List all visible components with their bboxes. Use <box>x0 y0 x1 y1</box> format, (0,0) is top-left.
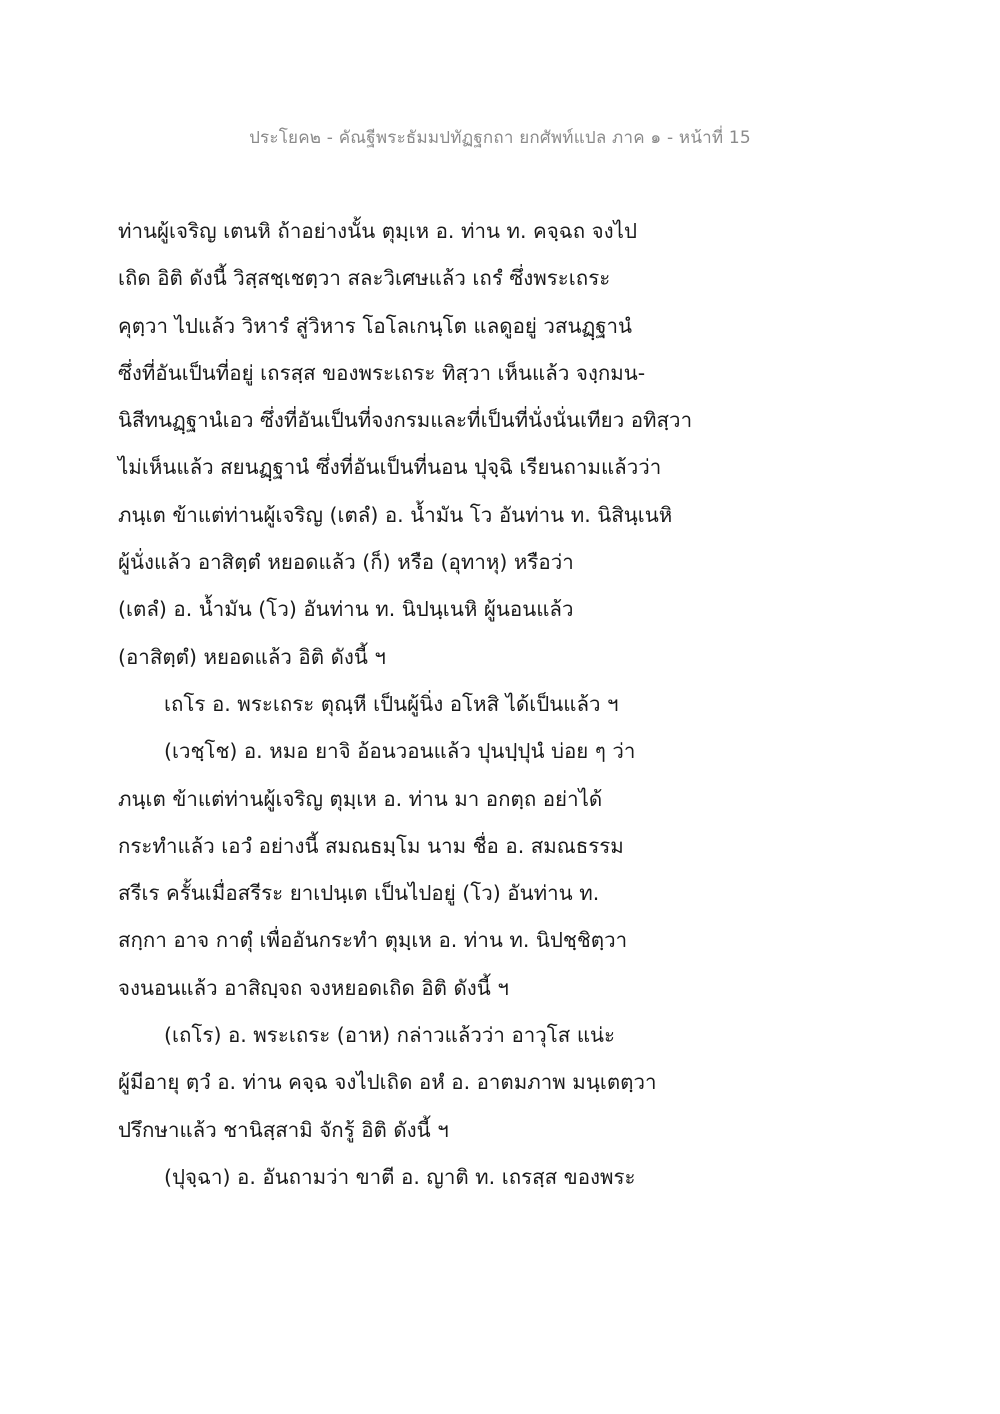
text-line: สรีเร ครั้นเมื่อสรีระ ยาเปนฺเต เป็นไปอยู่ (โว) อันท่าน ท. <box>118 881 600 906</box>
text-line: ผู้มีอายุ ตฺวํ อ. ท่าน คจฺฉ จงไปเถิด อหํ อ. อาตมภาพ มนฺเตตฺวา <box>118 1070 657 1095</box>
paragraph-first-line: เถโร อ. พระเถระ ตุณฺหี เป็นผู้นิ่ง อโหสิ ได้เป็นแล้ว ฯ <box>164 691 619 716</box>
text-line: เถิด อิติ ดังนี้ วิสฺสชฺเชตฺวา สละวิเศษแล้ว เถรํ ซึ่งพระเถระ <box>118 266 611 291</box>
running-header: ประโยค๒ - คัณฐีพระธัมมปทัฏฐกถา ยกศัพท์แปล ภาค ๑ - หน้าที่ 15 <box>249 128 751 148</box>
body-text <box>118 208 718 1201</box>
text-line: คุตฺวา ไปแล้ว วิหารํ สู่วิหาร โอโลเกนฺโต แลดูอยู่ วสนฏฺฐานํ <box>118 313 633 338</box>
paragraph-first-line: (เถโร) อ. พระเถระ (อาห) กล่าวแล้วว่า อาวุโส แน่ะ <box>164 1023 616 1048</box>
text-line: สกฺกา อาจ กาตุํ เพื่ออันกระทำ ตุมฺเห อ. ท่าน ท. นิปชฺชิตฺวา <box>118 928 628 953</box>
text-line: ซึ่งที่อันเป็นที่อยู่ เถรสฺส ของพระเถระ ทิสฺวา เห็นแล้ว จงฺกมน- <box>118 360 646 385</box>
text-line: จงนอนแล้ว อาสิญฺจถ จงหยอดเถิด อิติ ดังนี้ ฯ <box>118 975 509 1000</box>
paragraph-first-line: (ปุจฺฉา) อ. อันถามว่า ขาตี อ. ญาติ ท. เถรสฺส ของพระ <box>164 1164 636 1189</box>
text-line: ผู้นั่งแล้ว อาสิตฺตํ หยอดแล้ว (ก็) หรือ (อุทาหุ) หรือว่า <box>118 550 574 575</box>
text-line: กระทำแล้ว เอวํ อย่างนี้ สมณธมฺโม นาม ชื่อ อ. สมณธรรม <box>118 833 624 858</box>
text-line: นิสีทนฏฺฐานํเอว ซึ่งที่อันเป็นที่จงกรมและที่เป็นที่นั่งนั่นเทียว อทิสฺวา <box>118 408 693 433</box>
text-line: ไม่เห็นแล้ว สยนฏฺฐานํ ซึ่งที่อันเป็นที่นอน ปุจฺฉิ เรียนถามแล้วว่า <box>118 455 662 480</box>
text-line: ภนฺเต ข้าแต่ท่านผู้เจริญ (เตลํ) อ. น้ำมัน โว อันท่าน ท. นิสินฺเนหิ <box>118 502 673 527</box>
paragraph-first-line: (เวชฺโช) อ. หมอ ยาจิ อ้อนวอนแล้ว ปุนปฺปุนํ บ่อย ๆ ว่า <box>164 739 636 764</box>
text-line: ท่านผู้เจริญ เตนหิ ถ้าอย่างนั้น ตุมฺเห อ. ท่าน ท. คจฺฉถ จงไป <box>118 219 638 243</box>
text-line: (เตลํ) อ. น้ำมัน (โว) อันท่าน ท. นิปนฺเนหิ ผู้นอนแล้ว <box>118 597 574 622</box>
text-line: (อาสิตฺตํ) หยอดแล้ว อิติ ดังนี้ ฯ <box>118 644 386 669</box>
text-line: ปรึกษาแล้ว ชานิสฺสามิ จักรู้ อิติ ดังนี้ ฯ <box>118 1117 449 1142</box>
text-line: ภนฺเต ข้าแต่ท่านผู้เจริญ ตุมฺเห อ. ท่าน มา อกตฺถ อย่าได้ <box>118 786 603 811</box>
